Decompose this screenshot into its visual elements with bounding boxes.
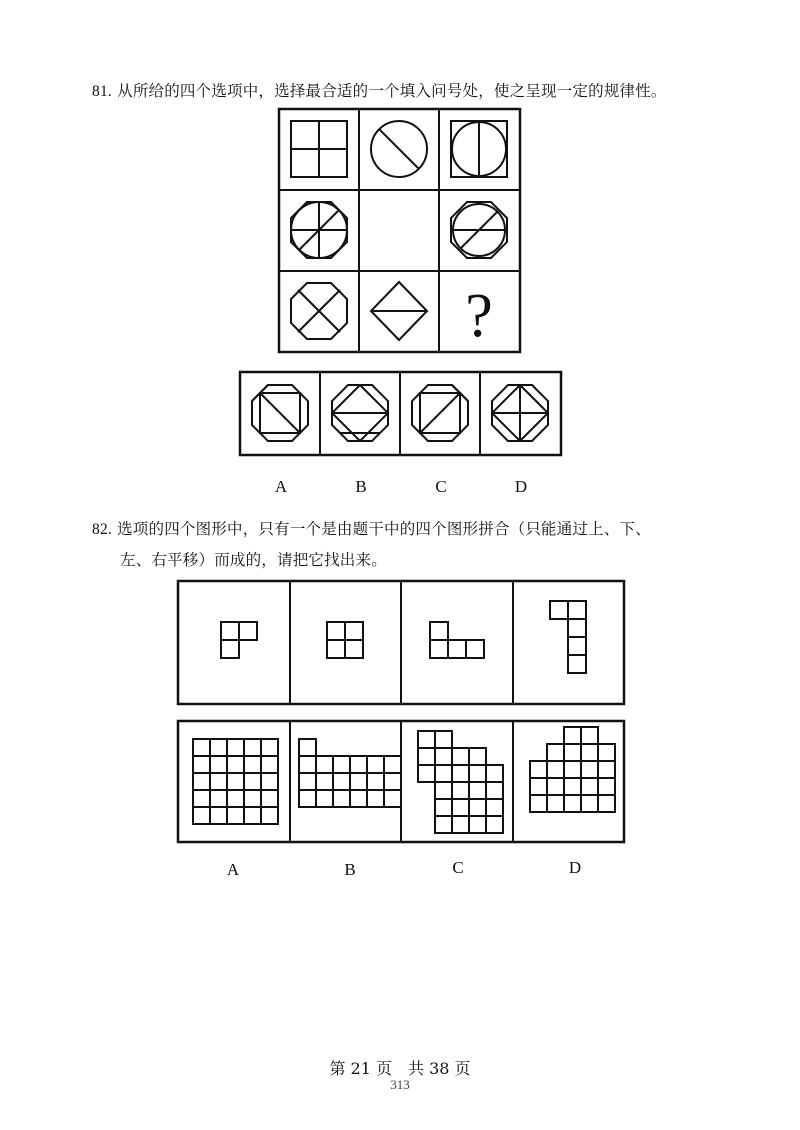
q81-option-b-figure[interactable]	[332, 385, 388, 441]
grid-cell	[227, 807, 244, 824]
grid-cell	[367, 756, 384, 773]
q81-option-c-label: C	[435, 477, 447, 496]
grid-cell	[227, 790, 244, 807]
q82-option-d-figure[interactable]	[530, 727, 615, 812]
q82-options-strip	[177, 720, 626, 844]
grid-cell	[581, 761, 598, 778]
q82-option-c-label: C	[452, 858, 464, 877]
grid-cell	[299, 739, 316, 756]
q82-option-b-figure[interactable]	[299, 739, 401, 807]
grid-cell	[210, 807, 227, 824]
grid-cell	[418, 748, 435, 765]
grid-cell	[598, 795, 615, 812]
grid-cell	[530, 778, 547, 795]
grid-cell	[452, 816, 469, 833]
q82-option-a-figure[interactable]	[193, 739, 278, 824]
grid-cell	[384, 756, 401, 773]
grid-cell	[581, 795, 598, 812]
q82-stem-pieces	[177, 580, 626, 706]
grid-cell	[598, 744, 615, 761]
q81-option-b-label: B	[355, 477, 367, 496]
grid-cell	[193, 807, 210, 824]
grid-cell	[435, 731, 452, 748]
grid-cell	[316, 790, 333, 807]
grid-cell	[261, 739, 278, 756]
grid-cell	[244, 807, 261, 824]
q81-option-d-label: D	[514, 477, 528, 496]
page-info: 第 21 页 共 38 页	[329, 1059, 471, 1078]
q82-number: 82.	[92, 521, 112, 538]
grid-cell	[564, 727, 581, 744]
grid-cell	[367, 773, 384, 790]
grid-cell	[333, 773, 350, 790]
grid-cell	[486, 765, 503, 782]
grid-cell	[452, 799, 469, 816]
grid-cell	[486, 799, 503, 816]
q81-stem	[92, 76, 667, 107]
grid-cell	[384, 773, 401, 790]
grid-cell	[261, 756, 278, 773]
grid-cell	[350, 790, 367, 807]
grid-cell	[210, 739, 227, 756]
grid-cell	[469, 782, 486, 799]
grid-cell	[193, 739, 210, 756]
grid-cell	[469, 799, 486, 816]
q81-option-a-figure[interactable]	[252, 385, 308, 441]
grid-cell	[564, 744, 581, 761]
grid-cell-2-3	[451, 202, 507, 258]
q82-stem	[92, 514, 651, 575]
q81-options-strip	[239, 371, 563, 457]
grid-cell	[227, 773, 244, 790]
grid-cell	[261, 807, 278, 824]
grid-cell	[367, 790, 384, 807]
grid-cell	[350, 773, 367, 790]
grid-cell	[452, 748, 469, 765]
grid-cell	[299, 773, 316, 790]
grid-cell	[299, 756, 316, 773]
grid-cell	[564, 795, 581, 812]
grid-cell	[452, 782, 469, 799]
grid-cell	[435, 748, 452, 765]
grid-cell	[244, 790, 261, 807]
grid-cell	[581, 778, 598, 795]
grid-cell	[261, 790, 278, 807]
grid-cell	[547, 778, 564, 795]
grid-cell	[244, 756, 261, 773]
grid-cell	[193, 790, 210, 807]
grid-cell	[435, 765, 452, 782]
grid-cell	[452, 765, 469, 782]
grid-cell	[598, 761, 615, 778]
grid-cell-1-3	[451, 121, 507, 177]
grid-cell	[469, 748, 486, 765]
grid-cell	[210, 773, 227, 790]
q82-option-c-figure[interactable]	[418, 731, 503, 833]
q81-text: 从所给的四个选项中，选择最合适的一个填入问号处，使之呈现一定的规律性。	[117, 82, 667, 100]
grid-cell	[486, 782, 503, 799]
grid-cell	[227, 739, 244, 756]
grid-cell	[547, 744, 564, 761]
grid-cell-1-2	[371, 121, 427, 177]
grid-cell	[469, 816, 486, 833]
grid-cell	[564, 778, 581, 795]
q82-text-line1: 选项的四个图形中，只有一个是由题干中的四个图形拼合（只能通过上、下、	[117, 520, 651, 538]
grid-cell-3-2	[371, 282, 427, 340]
grid-cell	[418, 731, 435, 748]
grid-cell	[581, 727, 598, 744]
grid-cell	[244, 739, 261, 756]
page-number: 313	[390, 1077, 410, 1092]
grid-cell	[418, 765, 435, 782]
grid-cell	[261, 773, 278, 790]
grid-cell	[547, 761, 564, 778]
grid-cell	[530, 795, 547, 812]
grid-cell	[210, 756, 227, 773]
grid-cell	[193, 773, 210, 790]
grid-cell	[350, 756, 367, 773]
q81-puzzle-grid	[278, 108, 522, 354]
q82-option-a-label: A	[226, 860, 240, 879]
stem-piece-4	[550, 601, 586, 673]
grid-cell	[435, 782, 452, 799]
grid-cell	[193, 756, 210, 773]
question-mark: ?	[465, 282, 493, 350]
q82-option-b-label: B	[344, 860, 356, 879]
q82-option-d-label: D	[568, 858, 582, 877]
grid-cell	[547, 795, 564, 812]
grid-cell	[244, 773, 261, 790]
stem-piece-1	[221, 622, 257, 658]
q81-option-a-label: A	[274, 477, 288, 496]
grid-cell-1-1	[291, 121, 347, 177]
grid-cell	[435, 799, 452, 816]
grid-cell	[333, 790, 350, 807]
grid-cell	[316, 773, 333, 790]
q81-number: 81.	[92, 83, 112, 100]
q81-option-d-figure[interactable]	[492, 385, 548, 441]
grid-cell	[486, 816, 503, 833]
grid-cell	[469, 765, 486, 782]
grid-cell	[384, 790, 401, 807]
grid-cell-3-1	[291, 283, 347, 339]
grid-cell	[210, 790, 227, 807]
grid-cell	[299, 790, 316, 807]
grid-cell	[581, 744, 598, 761]
q81-option-c-figure[interactable]	[412, 385, 468, 441]
grid-cell	[564, 761, 581, 778]
q82-text-line2: 左、右平移）而成的，请把它找出来。	[120, 551, 387, 569]
grid-cell	[598, 778, 615, 795]
stem-piece-3	[430, 622, 484, 658]
grid-cell	[227, 756, 244, 773]
grid-cell	[316, 756, 333, 773]
stem-piece-2	[327, 622, 363, 658]
grid-cell	[333, 756, 350, 773]
grid-cell	[435, 816, 452, 833]
grid-cell	[530, 761, 547, 778]
